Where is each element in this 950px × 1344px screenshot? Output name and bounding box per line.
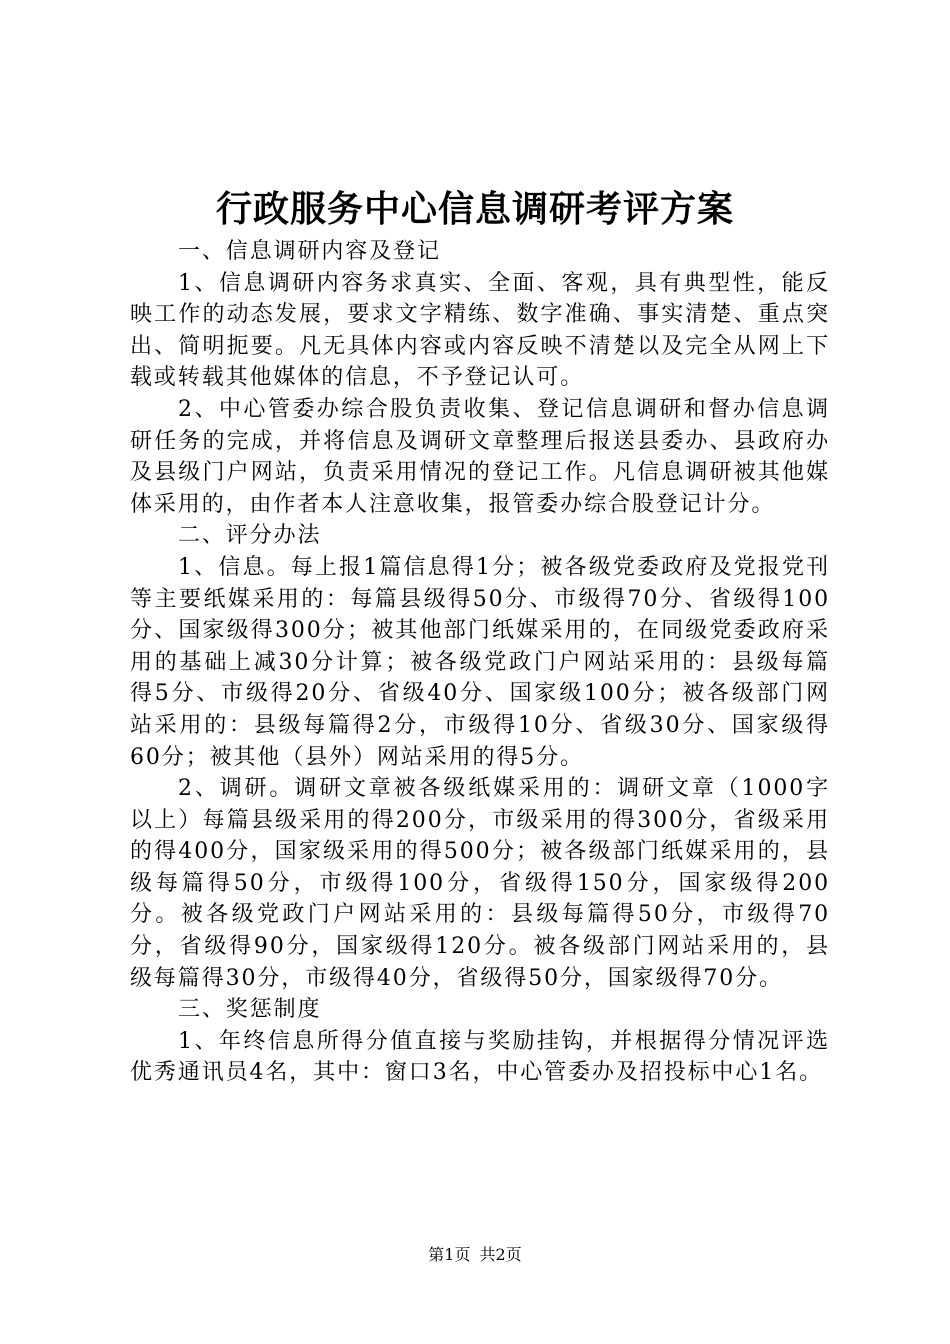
page-number: 第1页 xyxy=(428,1245,471,1264)
paragraph-2-1: 1、信息。每上报1篇信息得1分；被各级党委政府及党报党刊等主要纸媒采用的：每篇县级得50分、市级得70分、省级得100分、国家级得300分；被其他部门纸媒采用的，在同级党委政府采用的基础上减30分计算；被各级党政门户网站采用的：县级每篇得5分、市级得20分、省级40分、国家级100分；被各级部门网站采用的：县级每篇得2分，市级得10分、省级30分、国家级得60分；被其他（县外）网站采用的得5分。 xyxy=(130,554,830,770)
paragraph-1-2: 2、中心管委办综合股负责收集、登记信息调研和督办信息调研任务的完成，并将信息及调研文章整理后报送县委办、县政府办及县级门户网站，负责采用情况的登记工作。凡信息调研被其他媒体采用的，由作者本人注意收集，报管委办综合股登记计分。 xyxy=(130,396,830,517)
section-heading-1: 一、信息调研内容及登记 xyxy=(178,239,441,264)
page-total: 共2页 xyxy=(479,1245,522,1264)
section-heading-3: 三、奖惩制度 xyxy=(178,997,322,1023)
document-body xyxy=(130,236,830,1089)
page-footer xyxy=(0,1244,950,1266)
section-heading-2: 二、评分办法 xyxy=(178,523,322,549)
paragraph-2-2: 2、调研。调研文章被各级纸媒采用的：调研文章（1000字以上）每篇县级采用的得200分，市级采用的得300分，省级采用的得400分，国家级采用的得500分；被各级部门纸媒采用的，县级每篇得50分，市级得100分，省级得150分，国家级得200分。被各级党政门户网站采用的：县级每篇得50分，市级得70分，省级得90分，国家级得120分。被各级部门网站采用的，县级每篇得30分，市级得40分，省级得50分，国家级得70分。 xyxy=(130,776,830,991)
paragraph-1-1: 1、信息调研内容务求真实、全面、客观，具有典型性，能反映工作的动态发展，要求文字精练、数字准确、事实清楚、重点突出、简明扼要。凡无具体内容或内容反映不清楚以及完全从网上下载或转载其他媒体的信息，不予登记认可。 xyxy=(130,270,830,391)
page-title: 行政服务中心信息调研考评方案 xyxy=(215,188,734,230)
paragraph-3-1: 1、年终信息所得分值直接与奖励挂钩，并根据得分情况评选优秀通讯员4名，其中：窗口3名，中心管委办及招投标中心1名。 xyxy=(130,1028,830,1086)
